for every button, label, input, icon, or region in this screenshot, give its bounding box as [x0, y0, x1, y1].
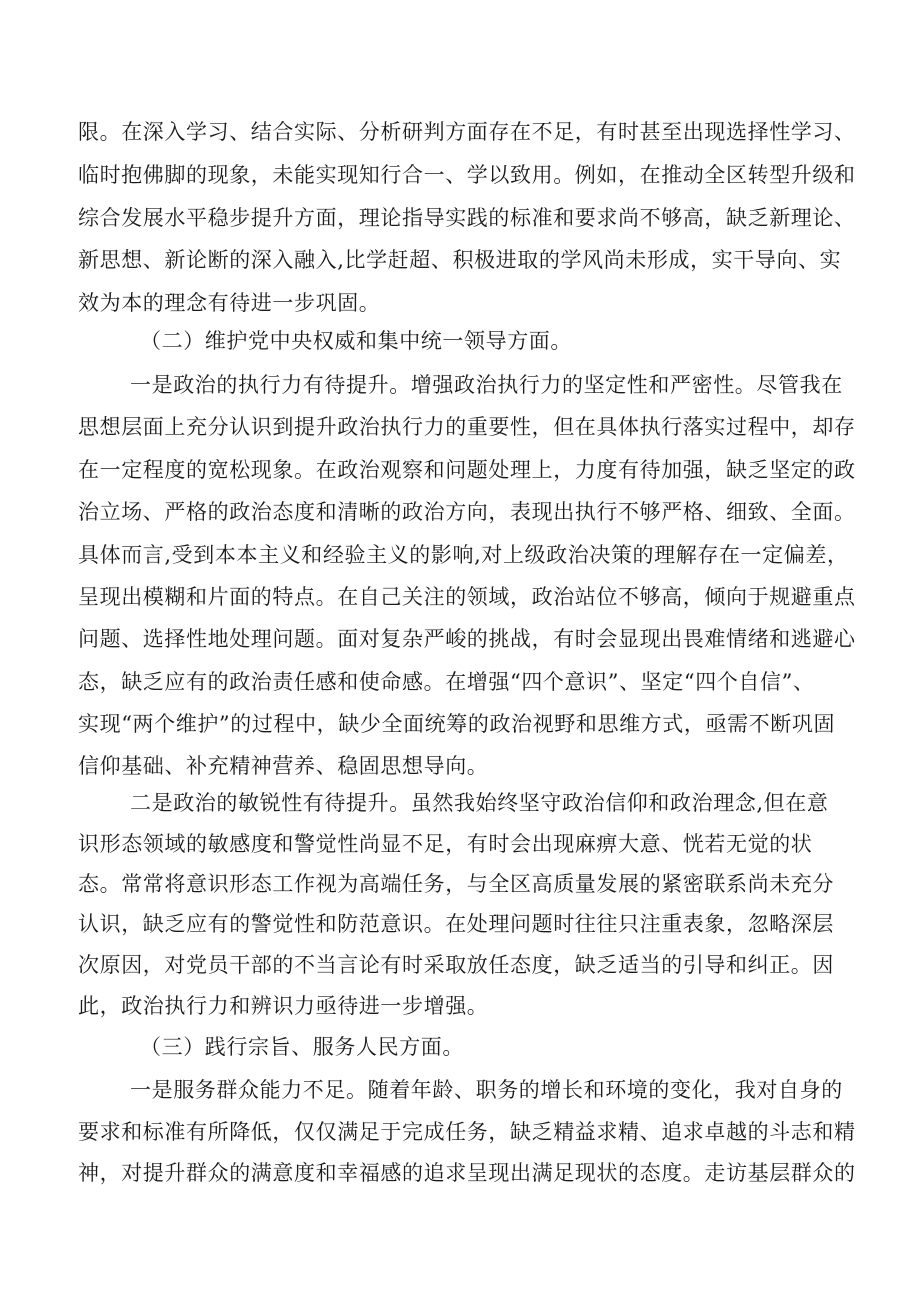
text-line: 临时抱佛脚的现象，未能实现知行合一、学以致用。例如，在推动全区转型升级和 — [78, 163, 856, 187]
text-line: 呈现出模糊和片面的特点。在自己关注的领域，政治站位不够高，倾向于规避重点 — [78, 585, 856, 609]
text-line: 综合发展水平稳步提升方面，理论指导实践的标准和要求尚不够高，缺乏新理论、 — [78, 206, 856, 230]
text-line: 思想层面上充分认识到提升政治执行力的重要性，但在具体执行落实过程中，却存 — [78, 415, 856, 439]
text-line: 次原因，对党员干部的不当言论有时采取放任态度，缺乏适当的引导和纠正。因 — [78, 953, 834, 977]
text-line: 在一定程度的宽松现象。在政治观察和问题处理上，力度有待加强，缺乏坚定的政 — [78, 458, 856, 482]
text-line: 限。在深入学习、结合实际、分析研判方面存在不足，有时甚至出现选择性学习、 — [78, 120, 856, 144]
text-line: 态，缺乏应有的政治责任感和使命感。在增强“四个意识”、坚定“四个自信”、 — [78, 670, 815, 694]
paragraph-start: 二是政治的敏锐性有待提升。虽然我始终坚守政治信仰和政治理念,但在意 — [130, 791, 829, 815]
text-line: 识形态领域的敏感度和警觉性尚显不足，有时会出现麻痹大意、恍若无觉的状 — [78, 832, 813, 856]
section-heading: （二）维护党中央权威和集中统一领导方面。 — [140, 329, 572, 353]
paragraph-start: 一是服务群众能力不足。随着年龄、职务的增长和环境的变化，我对自身的 — [130, 1078, 843, 1102]
text-line: 实现“两个维护”的过程中，缺少全面统筹的政治视野和思维方式，亟需不断巩固 — [78, 712, 836, 736]
text-line: 效为本的理念有待进一步巩固。 — [78, 291, 381, 315]
paragraph-start: 一是政治的执行力有待提升。增强政治执行力的坚定性和严密性。尽管我在 — [130, 373, 843, 397]
text-line: 神，对提升群众的满意度和幸福感的追求呈现出满足现状的态度。走访基层群众的 — [78, 1161, 856, 1185]
section-heading: （三）践行宗旨、服务人民方面。 — [140, 1035, 464, 1059]
text-line: 新思想、新论断的深入融入,比学赶超、积极进取的学风尚未形成，实干导向、实 — [78, 248, 842, 272]
text-line: 问题、选择性地处理问题。面对复杂严峻的挑战，有时会显现出畏难情绪和逃避心 — [78, 627, 856, 651]
text-line: 信仰基础、补充精神营养、稳固思想导向。 — [78, 754, 489, 778]
text-line: 认识，缺乏应有的警觉性和防范意识。在处理问题时往往只注重表象，忽略深层 — [78, 912, 834, 936]
text-line: 治立场、严格的政治态度和清晰的政治方向，表现出执行不够严格、细致、全面。 — [78, 500, 856, 524]
text-line: 要求和标准有所降低，仅仅满足于完成任务，缺乏精益求精、追求卓越的斗志和精 — [78, 1120, 856, 1144]
text-line: 具体而言,受到本本主义和经验主义的影响,对上级政治决策的理解存在一定偏差， — [78, 543, 849, 567]
text-line: 态。常常将意识形态工作视为高端任务，与全区高质量发展的紧密联系尚未充分 — [78, 872, 834, 896]
text-line: 此，政治执行力和辨识力亟待进一步增强。 — [78, 994, 489, 1018]
